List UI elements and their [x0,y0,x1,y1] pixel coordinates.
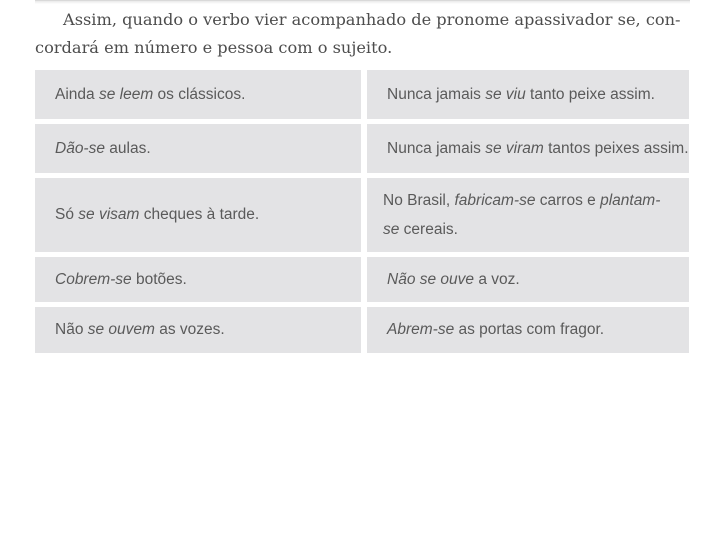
table-cell [35,178,361,252]
table-cell [367,178,689,252]
table-cell [35,257,361,302]
table-cell [367,257,689,302]
cell-text [387,86,655,104]
text-segment: botões. [131,270,187,288]
cell-text [55,271,187,289]
table-cell [367,70,689,119]
cell-text [387,271,520,289]
emphasized-verb: Dão-se [55,139,105,157]
table-cell [367,307,689,353]
emphasized-verb: se viram [485,139,544,157]
paragraph-line-1: Assim, quando o verbo vier acompanhado de pronome apassivador se, con- [63,10,681,29]
text-segment: tantos peixes assim. [543,139,689,157]
text-segment: Ainda [55,85,99,103]
text-segment: cereais. [399,221,458,238]
emphasized-verb: Não se ouve [387,270,475,288]
emphasized-verb: se visam [78,206,140,223]
table-cell [35,70,361,119]
emphasized-verb: Abrem-se [387,321,455,338]
cell-text [383,186,675,244]
cell-text [387,140,689,158]
text-segment: aulas. [104,139,151,157]
text-segment: Só [55,206,79,223]
emphasized-verb: plantam-se [383,192,661,238]
intro-paragraph [35,6,690,62]
cell-text [387,321,604,339]
examples-table [35,70,689,353]
text-segment: os clássicos. [153,85,246,103]
emphasized-verb: Cobrem-se [55,270,132,288]
emphasized-verb: se ouvem [87,321,155,338]
paragraph-line-2: cordará em número e pessoa com o sujeito. [35,38,393,57]
table-cell [35,124,361,173]
text-segment: Nunca jamais [387,139,486,157]
cell-text [55,321,225,339]
emphasized-verb: fabricam-se [454,192,536,209]
text-segment: tanto peixe assim. [525,85,655,103]
text-segment: a voz. [474,270,520,288]
text-segment: as portas com fragor. [454,321,605,338]
cell-text [55,206,259,224]
text-segment: cheques à tarde. [139,206,260,223]
text-segment: as vozes. [154,321,225,338]
text-segment: No Brasil, [383,192,455,209]
emphasized-verb: se viu [485,85,526,103]
text-segment: Não [55,321,88,338]
page-top-edge [35,0,690,4]
text-segment: Nunca jamais [387,85,486,103]
cell-text [55,140,151,158]
cell-text [55,86,245,104]
table-cell [35,307,361,353]
table-cell [367,124,689,173]
text-segment: carros e [535,192,601,209]
emphasized-verb: se leem [98,85,154,103]
